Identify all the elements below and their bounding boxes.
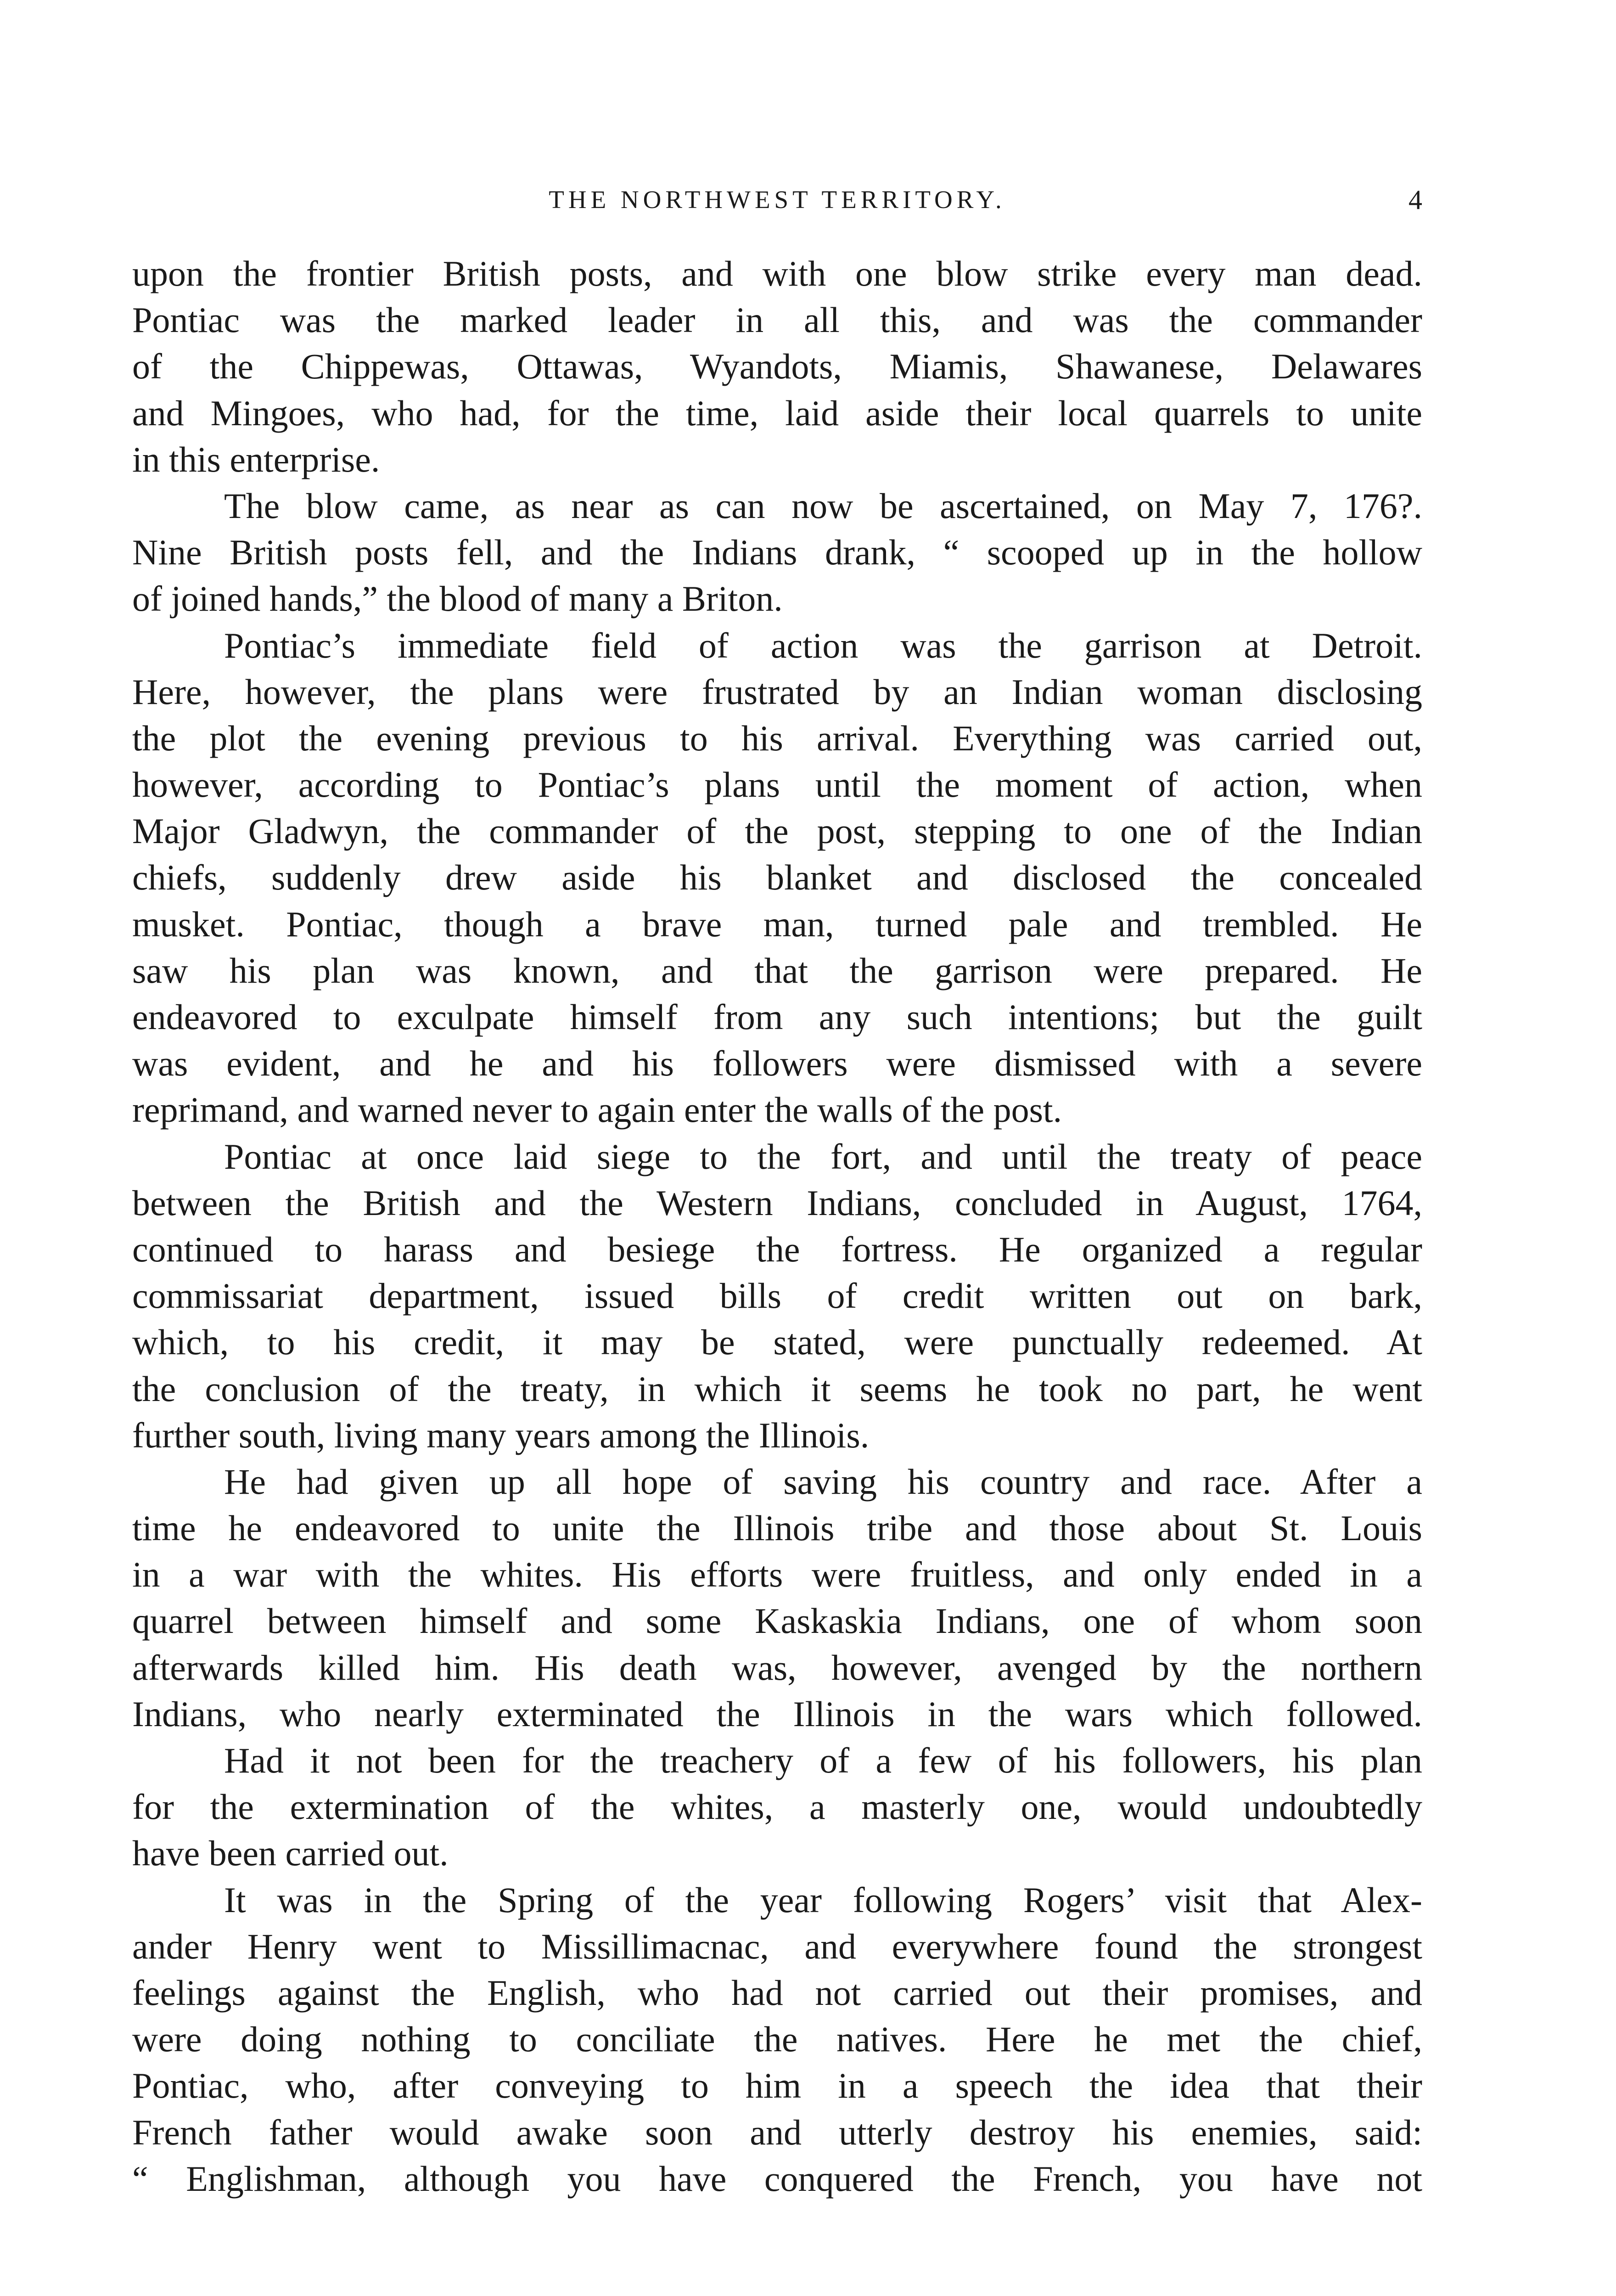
text-line: in this enterprise. [132, 439, 380, 479]
text-line: time he endeavored to unite the Illinois tribe and those about St. Louis [132, 1508, 1422, 1548]
text-line: the conclusion of the treaty, in which it seems he took no part, he went [132, 1368, 1422, 1409]
body-text [132, 250, 1422, 2202]
text-line: of joined hands,” the blood of many a Briton. [132, 579, 783, 619]
text-line: chiefs, suddenly drew aside his blanket and disclosed the concealed [132, 857, 1422, 898]
text-line: Had it not been for the treachery of a few of his followers, his plan [224, 1740, 1422, 1780]
text-line: for the extermination of the whites, a masterly one, would undoubtedly [132, 1787, 1422, 1827]
text-line: musket. Pontiac, though a brave man, turned pale and trembled. He [132, 904, 1422, 944]
running-head [132, 181, 1422, 218]
text-line: Pontiac’s immediate field of action was the garrison at Detroit. [224, 625, 1422, 665]
text-line: upon the frontier British posts, and with one blow strike every man dead. [132, 253, 1422, 293]
text-line: Pontiac, who, after conveying to him in a speech the idea that their [132, 2065, 1422, 2106]
text-line: It was in the Spring of the year following Rogers’ visit that Alex- [224, 1880, 1422, 1920]
text-line: Indians, who nearly exterminated the Illinois in the wars which followed. [132, 1694, 1422, 1734]
text-line: endeavored to exculpate himself from any such intentions; but the guilt [132, 997, 1422, 1037]
text-line: commissariat department, issued bills of credit written out on bark, [132, 1276, 1422, 1316]
text-line: The blow came, as near as can now be ascertained, on May 7, 176?. [224, 485, 1422, 526]
text-line: Pontiac was the marked leader in all this, and was the commander [132, 300, 1422, 340]
text-line: the plot the evening previous to his arrival. Everything was carried out, [132, 718, 1422, 758]
text-line: in a war with the whites. His efforts were fruitless, and only ended in a [132, 1554, 1422, 1595]
text-line: between the British and the Western Indians, concluded in August, 1764, [132, 1182, 1422, 1223]
text-line: quarrel between himself and some Kaskaskia Indians, one of whom soon [132, 1601, 1422, 1641]
text-line: afterwards killed him. His death was, however, avenged by the northern [132, 1647, 1422, 1688]
text-line: which, to his credit, it may be stated, were punctually redeemed. At [132, 1322, 1422, 1362]
text-line: Here, however, the plans were frustrated by an Indian woman disclosing [132, 671, 1422, 712]
text-line: saw his plan was known, and that the garrison were prepared. He [132, 950, 1422, 990]
text-line: reprimand, and warned never to again enter the walls of the post. [132, 1090, 1062, 1130]
text-line: He had given up all hope of saving his country and race. After a [224, 1461, 1422, 1502]
text-line: Major Gladwyn, the commander of the post, stepping to one of the Indian [132, 811, 1422, 851]
running-title: THE NORTHWEST TERRITORY. [549, 186, 1006, 214]
text-line: Nine British posts fell, and the Indians drank, “ scooped up in the hollow [132, 532, 1422, 573]
page-number: 4 [1408, 185, 1422, 215]
text-line: feelings against the English, who had not carried out their promises, and [132, 1972, 1422, 2013]
text-line: continued to harass and besiege the fortress. He organized a regular [132, 1229, 1422, 1269]
text-line: Pontiac at once laid siege to the fort, and until the treaty of peace [224, 1136, 1422, 1176]
text-line: ander Henry went to Missillimacnac, and everywhere found the strongest [132, 1926, 1422, 1966]
text-line: of the Chippewas, Ottawas, Wyandots, Miamis, Shawanese, Delawares [132, 346, 1422, 387]
text-line: French father would awake soon and utterly destroy his enemies, said: [132, 2112, 1422, 2152]
text-line: was evident, and he and his followers were dismissed with a severe [132, 1043, 1422, 1084]
text-line: and Mingoes, who had, for the time, laid aside their local quarrels to unite [132, 393, 1422, 433]
text-line: were doing nothing to conciliate the natives. Here he met the chief, [132, 2019, 1422, 2060]
text-line: “ Englishman, although you have conquered the French, you have not [132, 2158, 1422, 2199]
text-line: have been carried out. [132, 1833, 449, 1874]
text-line: further south, living many years among the Illinois. [132, 1415, 870, 1455]
text-line: however, according to Pontiac’s plans until the moment of action, when [132, 765, 1422, 805]
